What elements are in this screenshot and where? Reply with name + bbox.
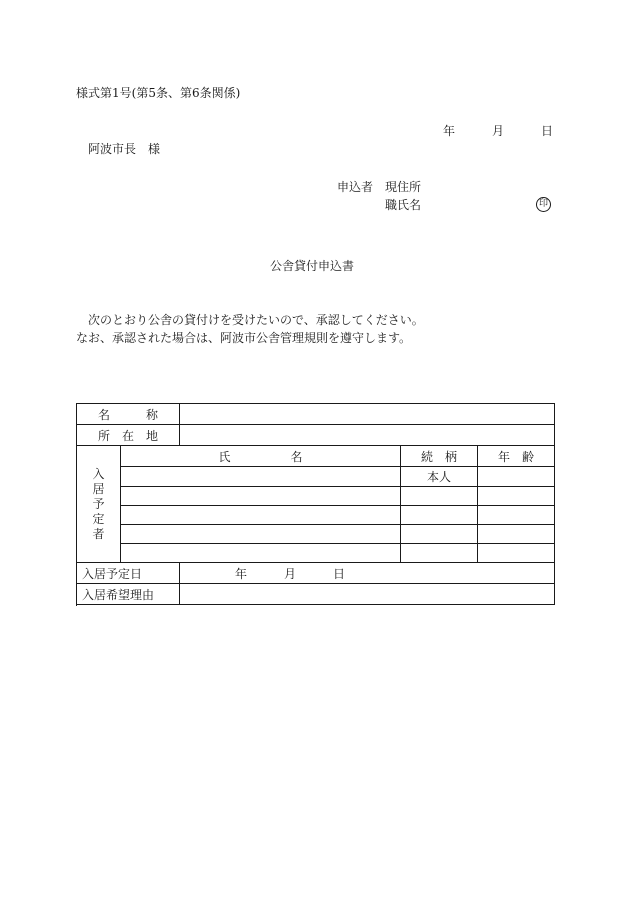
document-title: 公舎貸付申込書 bbox=[270, 259, 355, 273]
facility-name-field[interactable] bbox=[180, 404, 555, 425]
move-in-date-field[interactable] bbox=[180, 563, 555, 584]
occupant-relation-field[interactable] bbox=[401, 506, 478, 525]
occupant-name-field[interactable] bbox=[121, 544, 401, 563]
col-age-header: 年 齢 bbox=[478, 446, 555, 467]
name-label: 職氏名 bbox=[385, 198, 422, 212]
move-in-month-label: 月 bbox=[284, 566, 297, 581]
occupant-name-field[interactable] bbox=[121, 467, 401, 487]
seal-mark: 印 bbox=[536, 197, 551, 212]
occupant-age-field[interactable] bbox=[478, 467, 555, 487]
occupant-name-field[interactable] bbox=[121, 506, 401, 525]
location-label: 所 在 地 bbox=[77, 425, 180, 446]
date-month-label: 月 bbox=[492, 124, 505, 138]
occupant-age-field[interactable] bbox=[478, 506, 555, 525]
application-table bbox=[76, 403, 555, 606]
body-line-2: なお、承認された場合は、阿波市公舎管理規則を遵守します。 bbox=[76, 331, 412, 345]
address-label: 現住所 bbox=[385, 180, 422, 194]
occupant-name-field[interactable] bbox=[121, 487, 401, 506]
date-day-label: 日 bbox=[541, 124, 554, 138]
occupant-age-field[interactable] bbox=[478, 544, 555, 563]
move-in-year-label: 年 bbox=[235, 566, 248, 581]
occupant-relation-field[interactable] bbox=[401, 487, 478, 506]
occupant-name-field[interactable] bbox=[121, 525, 401, 544]
occupant-age-field[interactable] bbox=[478, 525, 555, 544]
occupants-label: 入 居 予 定 者 bbox=[77, 446, 121, 563]
location-field[interactable] bbox=[180, 425, 555, 446]
reason-label: 入居希望理由 bbox=[77, 584, 180, 605]
reason-field[interactable] bbox=[180, 584, 555, 605]
move-in-date-label: 入居予定日 bbox=[77, 563, 180, 584]
facility-name-label: 名 称 bbox=[77, 404, 180, 425]
occupant-relation-field[interactable] bbox=[401, 544, 478, 563]
date-year-label: 年 bbox=[443, 124, 456, 138]
addressee: 阿波市長 様 bbox=[88, 142, 161, 156]
col-name-header: 氏 名 bbox=[121, 446, 401, 467]
occupant-relation-field[interactable] bbox=[401, 525, 478, 544]
applicant-label: 申込者 bbox=[337, 180, 374, 194]
move-in-day-label: 日 bbox=[333, 566, 346, 581]
occupant-age-field[interactable] bbox=[478, 487, 555, 506]
form-number: 様式第1号(第5条、第6条関係) bbox=[76, 86, 241, 100]
body-line-1: 次のとおり公舎の貸付けを受けたいので、承認してください。 bbox=[88, 313, 424, 327]
occupant-relation-self: 本人 bbox=[401, 467, 478, 487]
col-relation-header: 続 柄 bbox=[401, 446, 478, 467]
